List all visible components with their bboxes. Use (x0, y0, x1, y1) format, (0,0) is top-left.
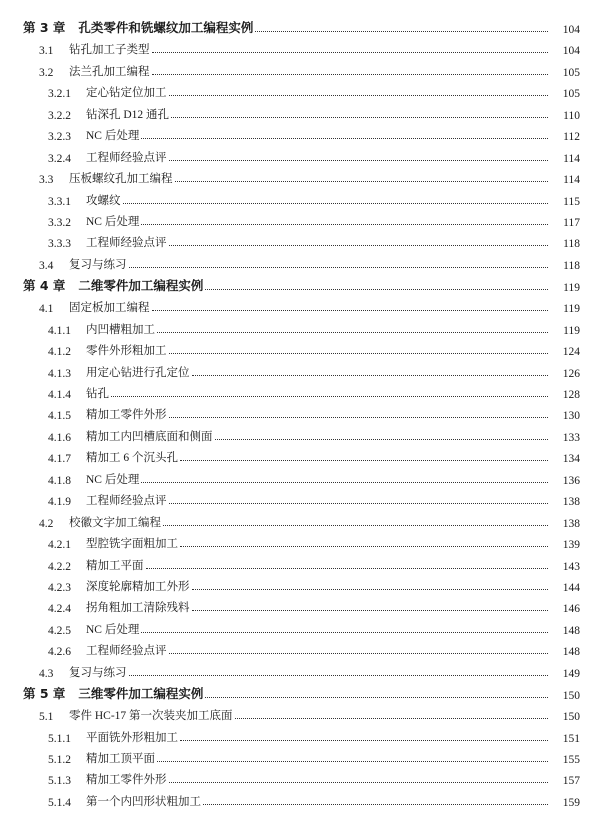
toc-entry-title: 钻深孔 D12 通孔 (86, 108, 170, 121)
toc-entry-title: 复习与练习 (69, 258, 127, 271)
dot-leader (205, 697, 548, 698)
dot-leader (169, 782, 549, 783)
toc-entry-number: 3.3.1 (48, 195, 71, 208)
toc-entry-title: 二维零件加工编程实例 (78, 277, 204, 293)
toc-entry-page-number: 112 (563, 131, 580, 144)
toc-entry-number: 4.1.4 (48, 389, 71, 401)
toc-subsection-entry (0, 79, 591, 100)
toc-entry-title: 三维零件加工编程实例 (78, 685, 204, 701)
toc-entry-title: 内凹槽粗加工 (86, 323, 155, 336)
toc-entry-title: 精加工 6 个沉头孔 (86, 452, 178, 465)
toc-entry-title: NC 后处理 (86, 623, 140, 636)
toc-subsection-entry (0, 487, 591, 508)
toc-section-entry (0, 508, 591, 529)
toc-entry-page-number: 104 (562, 45, 580, 58)
dot-leader (111, 396, 548, 397)
toc-entry-page-number: 157 (562, 775, 580, 788)
toc-entry-page-number: 155 (562, 754, 580, 766)
toc-subsection-entry (0, 465, 591, 486)
toc-entry-title: 攻螺纹 (86, 194, 121, 207)
toc-entry-number: 3.2.1 (48, 88, 71, 101)
toc-entry-page-number: 117 (563, 216, 580, 229)
toc-subsection-entry (0, 637, 591, 658)
toc-entry-title: NC 后处理 (86, 215, 140, 228)
dot-leader (192, 589, 549, 590)
toc-entry-title: 用定心钻进行孔定位 (86, 366, 190, 379)
toc-entry-number: 4.2.2 (48, 560, 71, 573)
toc-entry-number: 3.2 (39, 66, 54, 79)
toc-entry-page-number: 134 (562, 453, 580, 466)
toc-subsection-entry (0, 143, 591, 164)
dot-leader (141, 224, 548, 225)
dot-leader (152, 310, 549, 311)
toc-entry-page-number: 119 (563, 303, 580, 316)
dot-leader (129, 267, 549, 268)
toc-entry-page-number: 114 (563, 152, 580, 165)
toc-chapter-entry (0, 680, 591, 702)
dot-leader (169, 417, 549, 418)
toc-entry-title: 压板螺纹孔加工编程 (69, 173, 173, 186)
toc-section-entry (0, 658, 591, 679)
toc-entry-page-number: 150 (562, 689, 580, 702)
toc-subsection-entry (0, 358, 591, 379)
toc-entry-title: 深度轮廓精加工外形 (86, 580, 190, 593)
toc-section-entry (0, 57, 591, 78)
toc-entry-page-number: 104 (562, 24, 580, 36)
dot-leader (146, 568, 549, 569)
toc-subsection-entry (0, 594, 591, 615)
dot-leader (169, 245, 549, 246)
toc-entry-title: 第一个内凹形状粗加工 (86, 795, 201, 808)
dot-leader (235, 718, 548, 719)
toc-entry-title: 定心钻定位加工 (86, 87, 167, 100)
toc-entry-page-number: 130 (562, 410, 580, 423)
toc-subsection-entry (0, 380, 591, 401)
toc-entry-page-number: 144 (562, 581, 580, 594)
toc-entry-title: 钻孔加工子类型 (69, 44, 150, 57)
toc-entry-page-number: 105 (562, 66, 580, 79)
toc-entry-page-number: 128 (562, 389, 580, 401)
toc-entry-page-number: 124 (562, 346, 580, 359)
toc-subsection-entry (0, 615, 591, 636)
toc-entry-title: 校徽文字加工编程 (69, 516, 161, 529)
toc-subsection-entry (0, 551, 591, 572)
toc-entry-page-number: 105 (562, 88, 580, 101)
dot-leader (203, 804, 548, 805)
dot-leader (169, 503, 549, 504)
dot-leader (180, 546, 548, 547)
toc-section-entry (0, 702, 591, 723)
toc-entry-number: 4.1.5 (48, 410, 71, 423)
toc-subsection-entry (0, 401, 591, 422)
toc-entry-title: 钻孔 (86, 388, 109, 400)
toc-entry-page-number: 114 (563, 174, 580, 187)
dot-leader (152, 52, 549, 53)
toc-subsection-entry (0, 229, 591, 250)
toc-entry-number: 4.2.5 (48, 624, 71, 637)
toc-entry-number: 5.1.2 (48, 754, 71, 766)
toc-entry-page-number: 136 (562, 474, 580, 487)
toc-entry-number: 5.1.4 (48, 796, 71, 809)
toc-subsection-entry (0, 530, 591, 551)
toc-entry-page-number: 139 (562, 539, 580, 552)
toc-entry-number: 第 4 章 (23, 277, 66, 293)
dot-leader (123, 203, 549, 204)
dot-leader (215, 439, 549, 440)
toc-subsection-entry (0, 186, 591, 207)
toc-entry-page-number: 159 (562, 796, 580, 809)
toc-entry-title: 平面铣外形粗加工 (86, 731, 178, 744)
toc-entry-number: 4.2.4 (48, 603, 71, 616)
toc-entry-page-number: 143 (562, 560, 580, 573)
toc-entry-number: 4.1.9 (48, 496, 71, 509)
toc-entry-number: 4.2.6 (48, 646, 71, 659)
dot-leader (169, 653, 549, 654)
toc-subsection-entry (0, 122, 591, 143)
toc-entry-page-number: 115 (563, 195, 580, 208)
toc-entry-number: 3.1 (39, 45, 54, 58)
dot-leader (169, 160, 549, 161)
dot-leader (192, 375, 549, 376)
dot-leader (169, 95, 549, 96)
toc-entry-title: 拐角粗加工清除残料 (86, 602, 190, 615)
dot-leader (129, 675, 549, 676)
toc-entry-title: 精加工平面 (86, 559, 144, 572)
toc-entry-number: 4.1.6 (48, 431, 71, 444)
toc-entry-title: 精加工零件外形 (86, 409, 167, 422)
toc-entry-title: 精加工内凹槽底面和侧面 (86, 430, 213, 443)
toc-entry-number: 5.1.3 (48, 775, 71, 788)
toc-entry-page-number: 126 (562, 367, 580, 380)
toc-entry-number: 4.2.3 (48, 581, 71, 594)
toc-subsection-entry (0, 100, 591, 121)
toc-entry-page-number: 146 (562, 603, 580, 616)
toc-entry-number: 3.2.2 (48, 109, 71, 122)
toc-entry-title: NC 后处理 (86, 130, 140, 143)
dot-leader (175, 181, 549, 182)
toc-entry-page-number: 118 (563, 238, 580, 251)
toc-subsection-entry (0, 745, 591, 766)
toc-entry-title: 精加工顶平面 (86, 753, 155, 765)
toc-entry-number: 4.1.7 (48, 453, 71, 466)
toc-entry-page-number: 110 (563, 109, 580, 122)
toc-entry-title: 复习与练习 (69, 666, 127, 679)
toc-entry-number: 第 3 章 (23, 20, 66, 35)
toc-subsection-entry (0, 208, 591, 229)
toc-entry-title: 法兰孔加工编程 (69, 65, 150, 78)
dot-leader (157, 332, 548, 333)
toc-subsection-entry (0, 422, 591, 443)
toc-entry-page-number: 148 (562, 646, 580, 659)
toc-entry-number: 4.1 (39, 303, 54, 316)
dot-leader (169, 353, 549, 354)
dot-leader (171, 117, 548, 118)
toc-section-entry (0, 250, 591, 271)
toc-entry-number: 3.2.4 (48, 152, 71, 165)
toc-subsection-entry (0, 766, 591, 787)
toc-entry-number: 3.2.3 (48, 131, 71, 144)
toc-entry-number: 4.2 (39, 517, 54, 530)
toc-entry-page-number: 133 (562, 431, 580, 444)
toc-entry-title: 工程师经验点评 (86, 645, 167, 658)
dot-leader (180, 460, 548, 461)
toc-entry-title: 工程师经验点评 (86, 151, 167, 164)
toc-entry-title: NC 后处理 (86, 473, 140, 486)
dot-leader (152, 74, 549, 75)
toc-entry-page-number: 138 (562, 517, 580, 530)
toc-entry-number: 第 5 章 (23, 685, 66, 701)
toc-entry-title: 工程师经验点评 (86, 237, 167, 250)
dot-leader (157, 761, 548, 762)
toc-subsection-entry (0, 787, 591, 808)
dot-leader (163, 525, 548, 526)
toc-section-entry (0, 165, 591, 186)
toc-entry-title: 固定板加工编程 (69, 302, 150, 315)
toc-entry-page-number: 118 (563, 259, 580, 272)
toc-entry-page-number: 138 (562, 496, 580, 509)
toc-subsection-entry (0, 573, 591, 594)
toc-chapter-entry (0, 14, 591, 36)
toc-entry-page-number: 150 (562, 711, 580, 724)
toc-entry-number: 4.1.8 (48, 474, 71, 487)
dot-leader (205, 289, 548, 290)
toc-section-entry (0, 294, 591, 315)
toc-entry-title: 零件外形粗加工 (86, 345, 167, 358)
dot-leader (141, 632, 548, 633)
dot-leader (192, 610, 549, 611)
toc-subsection-entry (0, 337, 591, 358)
toc-entry-page-number: 119 (563, 281, 580, 294)
dot-leader (180, 740, 548, 741)
toc-subsection-entry (0, 444, 591, 465)
toc-entry-page-number: 151 (562, 732, 580, 745)
toc-entry-page-number: 119 (563, 324, 580, 337)
toc-subsection-entry (0, 315, 591, 336)
toc-entry-number: 5.1 (39, 711, 54, 724)
toc-entry-title: 型腔铣字面粗加工 (86, 538, 178, 551)
toc-entry-page-number: 148 (562, 624, 580, 637)
toc-entry-number: 4.1.3 (48, 367, 71, 380)
toc-entry-number: 4.2.1 (48, 539, 71, 552)
toc-entry-title: 孔类零件和铣螺纹加工编程实例 (78, 20, 254, 35)
toc-entry-title: 精加工零件外形 (86, 774, 167, 787)
toc-entry-page-number: 149 (562, 667, 580, 680)
toc-entry-number: 3.4 (39, 259, 54, 272)
toc-chapter-entry (0, 272, 591, 294)
toc-entry-number: 3.3.3 (48, 238, 71, 251)
dot-leader (255, 31, 548, 32)
toc-entry-number: 4.3 (39, 667, 54, 680)
toc-entry-number: 3.3 (39, 174, 54, 187)
toc-subsection-entry (0, 723, 591, 744)
toc-entry-title: 工程师经验点评 (86, 495, 167, 508)
dot-leader (141, 482, 548, 483)
toc-entry-number: 3.3.2 (48, 216, 71, 229)
toc-entry-number: 5.1.1 (48, 732, 71, 745)
toc-entry-number: 4.1.2 (48, 346, 71, 359)
toc-section-entry (0, 36, 591, 57)
dot-leader (141, 138, 548, 139)
toc-entry-number: 4.1.1 (48, 324, 71, 337)
toc-entry-title: 零件 HC-17 第一次装夹加工底面 (69, 710, 233, 723)
